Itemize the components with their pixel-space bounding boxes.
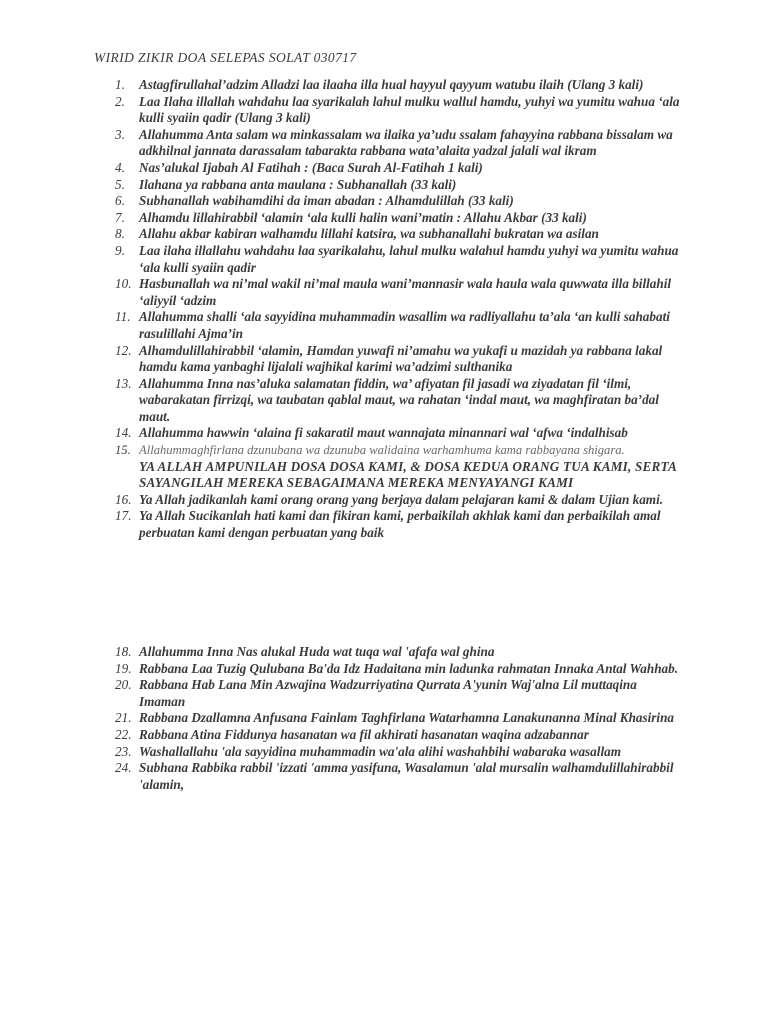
item-text: Laa Ilaha illallah wahdahu laa syarikalah lahul mulku wallul hamdu, yuhyi wa yumitu wahua ‘ala kulli syaiin qadir (Ulang 3 kali): [139, 93, 680, 126]
item-number: 4.: [115, 159, 125, 175]
item-text: Allahumma shalli ‘ala sayyidina muhammadin wasallim wa radliyallahu ta’ala ‘an kulli sahabati rasulillahi Ajma’in: [139, 309, 670, 341]
item-number: 10.: [115, 276, 132, 292]
item-number: 5.: [115, 176, 125, 192]
item-text: Alhamdu lillahirabbil ‘alamin ‘ala kulli halin wani’matin : Allahu Akbar (33 kali): [139, 209, 587, 225]
item-text: Allahumma Inna nas’aluka salamatan fiddin, wa’ afiyatan fil jasadi wa ziyadatan fil ‘ilmi, wabarakatan firrizqi, wa taubatan qablal maut, wa rahatan ‘indal maut, wa maghfiratan ba’dal maut.: [139, 375, 659, 424]
item-text: Allahumma Inna Nas alukal Huda wat tuqa wal 'afafa wal ghina: [139, 644, 495, 659]
item-text: Nas’alukal Ijabah Al Fatihah : (Baca Surah Al-Fatihah 1 kali): [139, 159, 483, 175]
item-text: Rabbana Hab Lana Min Azwajina Wadzurriyatina Qurrata A'yunin Waj'alna Lil muttaqina Imaman: [139, 677, 637, 709]
item-text: Allahu akbar kabiran walhamdu lillahi katsira, wa subhanallahi bukratan wa asilan: [139, 226, 599, 242]
item-text: Rabbana Laa Tuzig Qulubana Ba'da Idz Hadaitana min ladunka rahmatan Innaka Antal Wahhab.: [139, 660, 679, 676]
list-item: [94, 760, 684, 793]
list-item: [94, 661, 684, 678]
list-item: [94, 677, 684, 710]
item-number: 23.: [115, 743, 132, 759]
item-number: 21.: [115, 710, 132, 726]
item-text: Allahummaghfirlana dzunubana wa dzunuba walidaina warhamhuma kama rabbayana shigara.: [139, 443, 625, 458]
list-item: [94, 276, 684, 309]
list-item: [94, 376, 684, 426]
list-item: [94, 127, 684, 160]
list-item: [94, 243, 684, 276]
item-text: Alhamdulillahirabbil ‘alamin, Hamdan yuwafi ni’amahu wa yukafi u mazidah ya rabbana lakal hamdu kama yanbaghi lijalali wajhikal karimi wa’adzimi sulthanika: [139, 342, 663, 375]
list-item: [94, 508, 684, 541]
list-item: [94, 727, 684, 744]
item-number: 11.: [115, 309, 131, 325]
item-text: Subhana Rabbika rabbil 'izzati 'amma yasifuna, Wasalamun 'alal mursalin walhamdulillahirabbil 'alamin,: [139, 760, 674, 792]
item-text: Subhanallah wabihamdihi da iman abadan : Alhamdulillah (33 kali): [139, 193, 514, 209]
item-number: 18.: [115, 644, 132, 659]
list-item: [94, 193, 684, 210]
list-item: [94, 210, 684, 227]
item-number: 19.: [115, 660, 132, 676]
list-item: [94, 744, 684, 761]
item-text: Allahumma hawwin ‘alaina fi sakaratil maut wannajata minannari wal ‘afwa ‘indalhisab: [139, 425, 628, 441]
list-item: [94, 177, 684, 194]
item-number: 24.: [115, 760, 132, 776]
list-item: [94, 309, 684, 342]
list-item: [94, 77, 684, 94]
item-number: 14.: [115, 425, 132, 441]
wirid-list-part-1: [94, 77, 684, 542]
list-item: [94, 644, 684, 661]
list-item: [94, 226, 684, 243]
item-number: 12.: [115, 342, 132, 358]
item-text: Allahumma Anta salam wa minkassalam wa ilaika ya’udu ssalam fahayyina rabbana bissalam wa adkhilnal jannata darassalam tabarakta rabbana wata’alaita yadzal jalali wal ikram: [139, 126, 673, 159]
item-number: 3.: [115, 126, 125, 142]
list-item: [94, 442, 684, 459]
list-item: [94, 425, 684, 442]
list-item: [94, 492, 684, 509]
item-number: 2.: [115, 93, 125, 109]
list-item: [94, 343, 684, 376]
item-text: Ilahana ya rabbana anta maulana : Subhanallah (33 kali): [139, 176, 457, 192]
item-number: 17.: [115, 508, 132, 524]
item-text: Astagfirullahal’adzim Alladzi laa ilaaha illa hual hayyul qayyum watubu ilaih (Ulang 3 kali): [139, 77, 644, 92]
item-text: Ya Allah Sucikanlah hati kami dan fikiran kami, perbaikilah akhlak kami dan perbaikilah amal perbuatan kami dengan perbuatan yang baik: [139, 508, 661, 541]
item-text: Hasbunallah wa ni’mal wakil ni’mal maula wani’mannasir wala haula wala quwwata illa billahil ‘aliyyil ‘adzim: [139, 276, 672, 308]
list-item: [94, 160, 684, 177]
item-number: 1.: [115, 77, 125, 92]
item-number: 8.: [115, 226, 125, 242]
item-number: 20.: [115, 677, 132, 693]
item-number: 9.: [115, 242, 125, 258]
caps-note: YA ALLAH AMPUNILAH DOSA DOSA KAMI, & DOSA KEDUA ORANG TUA KAMI, SERTA SAYANGILAH MEREKA SEBAGAIMANA MEREKA MENYAYANGI KAMI: [139, 458, 677, 491]
item-number: 22.: [115, 726, 132, 742]
list-item: [94, 94, 684, 127]
item-text: Ya Allah jadikanlah kami orang orang yang berjaya dalam pelajaran kami & dalam Ujian kami.: [139, 491, 664, 507]
wirid-list-part-2: [94, 644, 684, 793]
item-text: Laa ilaha illallahu wahdahu laa syarikalahu, lahul mulku walahul hamdu yuhyi wa yumitu wahua ‘ala kulli syaiin qadir: [139, 242, 679, 275]
item-text: Washallallahu 'ala sayyidina muhammadin wa'ala alihi washahbihi wabaraka wasallam: [139, 743, 621, 759]
document-title: WIRID ZIKIR DOA SELEPAS SOLAT 030717: [94, 50, 357, 65]
item-number: 6.: [115, 193, 125, 209]
item-text: Rabbana Dzallamna Anfusana Fainlam Taghfirlana Watarhamna Lanakunanna Minal Khasirina: [139, 710, 675, 726]
item-number: 16.: [115, 491, 132, 507]
item-number: 15.: [115, 443, 131, 458]
item-number: 13.: [115, 375, 132, 391]
item-number: 7.: [115, 209, 125, 225]
list-item: [94, 710, 684, 727]
item-text: Rabbana Atina Fiddunya hasanatan wa fil akhirati hasanatan waqina adzabannar: [139, 726, 589, 742]
